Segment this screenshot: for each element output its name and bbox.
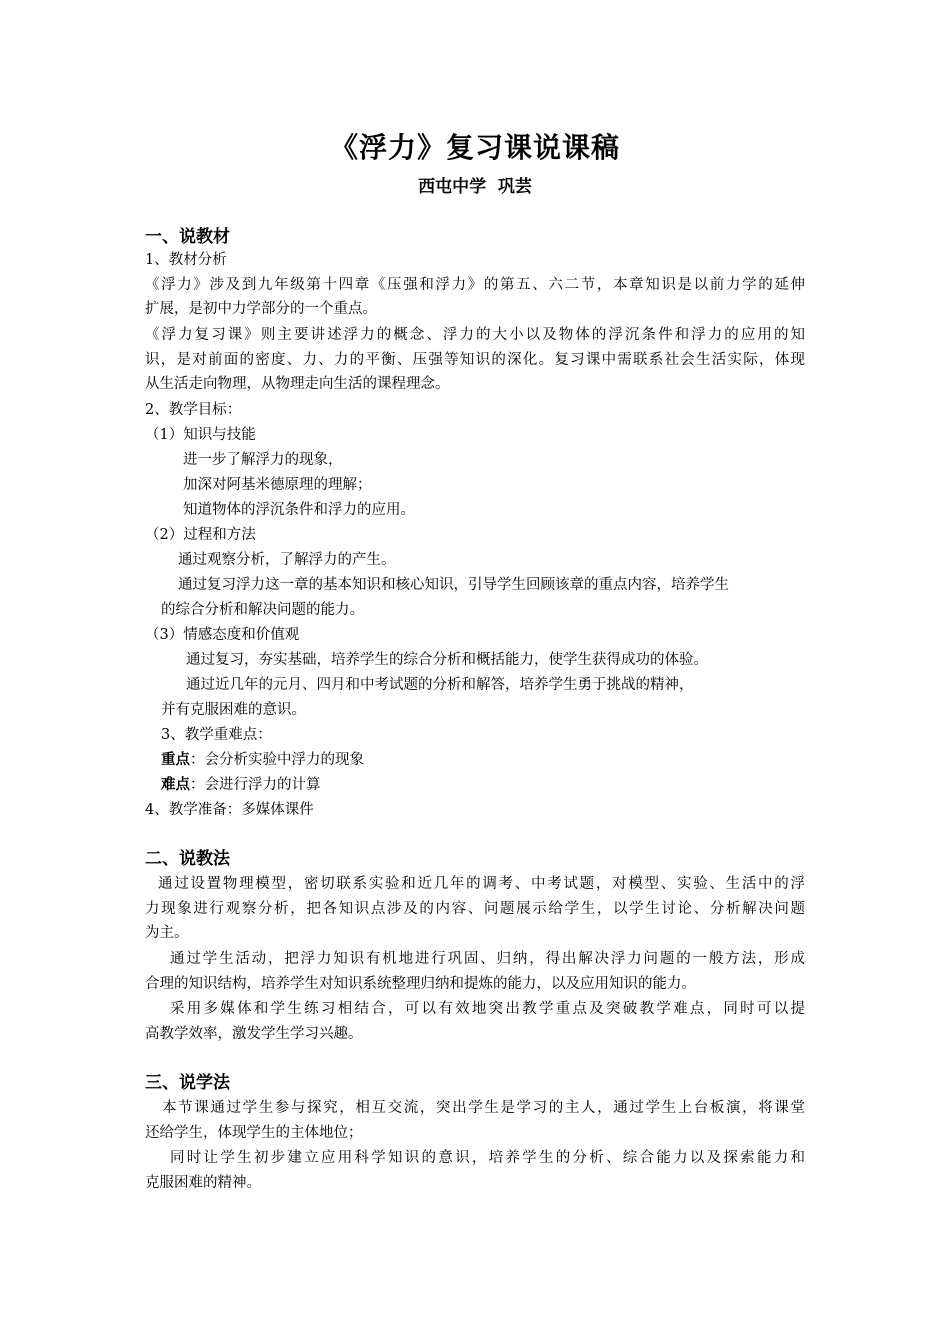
subitem-process-method: （2）过程和方法 [145,527,256,543]
item-textbook-analysis: 1、教材分析 [145,252,227,268]
paragraph-line: 通过学生活动，把浮力知识有机地进行巩固、归纳，得出解决浮力问题的一般方法，形成 [170,951,805,967]
paragraph-line: 力现象进行观察分析，把各知识点涉及的内容、问题展示给学生，以学生讨论、分析解决问题 [145,901,805,917]
paragraph-line: 还给学生，体现学生的主体地位； [145,1125,363,1141]
author-line: 西屯中学 巩芸 [418,177,532,197]
paragraph-line: 《浮力复习课》则主要讲述浮力的概念、浮力的大小以及物体的浮沉条件和浮力的应用的知 [145,327,805,343]
page-title: 《浮力》复习课说课稿 [329,131,620,164]
list-item: 通过复习，夯实基础，培养学生的综合分析和概括能力，使学生获得成功的体验。 [186,652,708,668]
key-point-text: ：会分析实验中浮力的现象 [190,752,364,768]
item-teaching-goals: 2、教学目标： [145,402,242,418]
subitem-attitude-values: （3）情感态度和价值观 [145,627,300,643]
list-item: 通过复习浮力这一章的基本知识和核心知识，引导学生回顾该章的重点内容，培养学生 [178,577,729,593]
item-key-difficult: 3、教学重难点： [161,727,272,743]
paragraph-line: 合理的知识结构，培养学生对知识系统整理归纳和提炼的能力，以及应用知识的能力。 [145,976,696,992]
paragraph-line: 为主。 [145,925,189,941]
section-heading-textbook: 一、说教材 [145,227,230,247]
list-item: 通过近几年的元月、四月和中考试题的分析和解答，培养学生勇于挑战的精神， [186,677,694,693]
paragraph-line: 克服困难的精神。 [145,1175,261,1191]
paragraph-line: 《浮力》涉及到九年级第十四章《压强和浮力》的第五、六二节，本章知识是以前力学的延伸 [145,277,805,293]
subitem-knowledge-skills: （1）知识与技能 [145,427,256,443]
paragraph-line: 从生活走向物理，从物理走向生活的课程理念。 [145,376,450,392]
section-heading-learning: 三、说学法 [145,1073,230,1093]
key-point-line [161,750,364,770]
difficult-point-text: ：会进行浮力的计算 [190,777,321,793]
paragraph-line: 本节课通过学生参与探究，相互交流，突出学生是学习的主人，通过学生上台板演，将课堂 [162,1100,805,1116]
paragraph-line: 通过设置物理模型，密切联系实验和近几年的调考、中考试题，对模型、实验、生活中的浮 [158,876,805,892]
difficult-point-label: 难点 [161,776,190,793]
paragraph-line: 同时让学生初步建立应用科学知识的意识，培养学生的分析、综合能力以及探索能力和 [170,1150,805,1166]
difficult-point-line [161,775,321,795]
key-point-label: 重点 [161,751,190,768]
list-item: 加深对阿基米德原理的理解； [183,477,372,493]
paragraph-line: 高教学效率，激发学生学习兴趣。 [145,1026,363,1042]
list-item: 通过观察分析，了解浮力的产生。 [178,552,396,568]
item-teaching-prep: 4、教学准备：多媒体课件 [145,802,314,818]
list-item: 知道物体的浮沉条件和浮力的应用。 [183,502,415,518]
list-item: 进一步了解浮力的现象， [183,452,343,468]
paragraph-line: 识，是对前面的密度、力、力的平衡、压强等知识的深化。复习课中需联系社会生活实际，体现 [145,352,805,368]
paragraph-line: 扩展，是初中力学部分的一个重点。 [145,301,377,317]
list-item: 的综合分析和解决问题的能力。 [161,602,364,618]
section-heading-method: 二、说教法 [145,849,230,869]
paragraph-line: 采用多媒体和学生练习相结合，可以有效地突出教学重点及突破教学难点，同时可以提 [170,1001,805,1017]
list-item: 并有克服困难的意识。 [161,702,306,718]
